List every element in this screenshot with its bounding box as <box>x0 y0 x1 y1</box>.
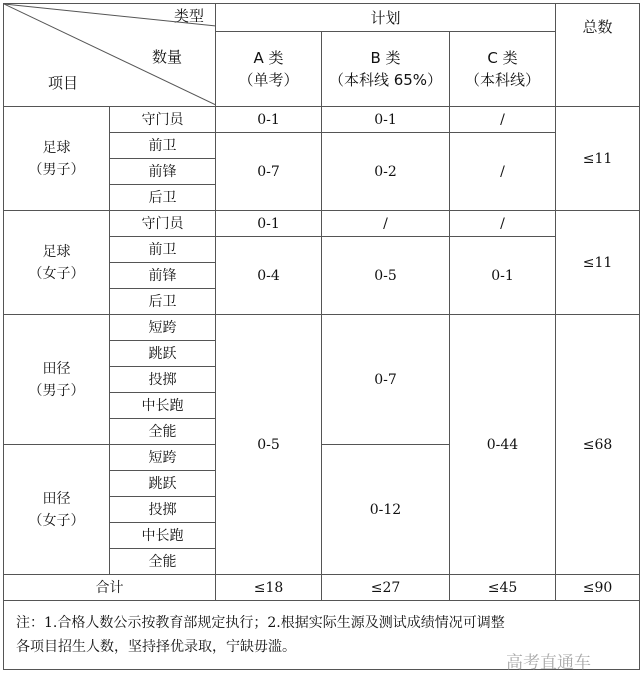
event-cell: 中长跑 <box>110 393 216 419</box>
event-cell: 短跨 <box>110 315 216 341</box>
category-c-title: C 类 <box>487 49 518 67</box>
event-cell: 短跨 <box>110 445 216 471</box>
football-women-row-1 <box>4 211 640 237</box>
category-b-title: B 类 <box>370 49 401 67</box>
position-cell: 前锋 <box>110 159 216 185</box>
football-men-a-field: 0-7 <box>216 133 322 211</box>
track-men-name: 田径 <box>42 360 71 377</box>
football-women-c-gk: / <box>450 211 556 237</box>
event-cell: 全能 <box>110 419 216 445</box>
position-cell: 前卫 <box>110 133 216 159</box>
totals-b: ≤27 <box>322 575 450 601</box>
football-men-a-gk: 0-1 <box>216 107 322 133</box>
football-men-b-field: 0-2 <box>322 133 450 211</box>
position-cell: 前锋 <box>110 263 216 289</box>
event-cell: 跳跃 <box>110 471 216 497</box>
event-cell: 中长跑 <box>110 523 216 549</box>
football-women-a-gk: 0-1 <box>216 211 322 237</box>
total-header: 总数 <box>556 4 640 107</box>
item-label: 项目 <box>48 74 79 92</box>
track-men-b: 0-7 <box>322 315 450 445</box>
category-c-header <box>450 32 556 107</box>
note-line-2: 各项目招生人数，坚持择优录取，宁缺毋滥。 <box>16 639 296 655</box>
totals-label: 合计 <box>4 575 216 601</box>
event-cell: 投掷 <box>110 367 216 393</box>
football-men-b-gk: 0-1 <box>322 107 450 133</box>
football-women-total: ≤11 <box>556 211 640 315</box>
track-a-shared: 0-5 <box>216 315 322 575</box>
position-cell: 守门员 <box>110 211 216 237</box>
event-cell: 投掷 <box>110 497 216 523</box>
track-women-b: 0-12 <box>322 445 450 575</box>
football-women-b-gk: / <box>322 211 450 237</box>
football-women-c-field: 0-1 <box>450 237 556 315</box>
track-women-label <box>4 445 110 575</box>
position-cell: 守门员 <box>110 107 216 133</box>
category-a-title: A 类 <box>253 49 284 67</box>
type-label: 类型 <box>174 7 205 25</box>
event-cell: 跳跃 <box>110 341 216 367</box>
position-cell: 后卫 <box>110 289 216 315</box>
totals-all: ≤90 <box>556 575 640 601</box>
corner-header-cell <box>4 4 216 107</box>
watermark: 高考直通车 <box>506 653 591 673</box>
track-total: ≤68 <box>556 315 640 575</box>
totals-c: ≤45 <box>450 575 556 601</box>
plan-header: 计划 <box>216 4 556 32</box>
position-cell: 前卫 <box>110 237 216 263</box>
track-women-gender: （女子） <box>28 512 85 529</box>
admission-plan-table-container <box>3 3 640 670</box>
football-men-c-gk: / <box>450 107 556 133</box>
track-women-name: 田径 <box>42 490 71 507</box>
track-men-gender: （男子） <box>28 382 85 399</box>
football-men-gender: （男子） <box>28 161 85 178</box>
track-men-label <box>4 315 110 445</box>
football-women-a-field: 0-4 <box>216 237 322 315</box>
category-b-header <box>322 32 450 107</box>
football-men-label <box>4 107 110 211</box>
football-women-name: 足球 <box>42 243 71 260</box>
totals-a: ≤18 <box>216 575 322 601</box>
track-men-row-1 <box>4 315 640 341</box>
football-men-total: ≤11 <box>556 107 640 211</box>
track-c-shared: 0-44 <box>450 315 556 575</box>
note-line-1: 注：1.合格人数公示按教育部规定执行；2.根据实际生源及测试成绩情况可调整 <box>16 615 505 631</box>
totals-row <box>4 575 640 601</box>
category-a-subtitle: （单考） <box>238 71 299 89</box>
football-women-gender: （女子） <box>28 265 85 282</box>
football-men-name: 足球 <box>42 139 71 156</box>
quantity-label: 数量 <box>152 48 183 66</box>
category-a-header <box>216 32 322 107</box>
football-men-row-1 <box>4 107 640 133</box>
admission-plan-table <box>3 3 640 670</box>
category-c-subtitle: （本科线） <box>464 71 540 89</box>
football-men-c-field: / <box>450 133 556 211</box>
football-women-b-field: 0-5 <box>322 237 450 315</box>
football-women-label <box>4 211 110 315</box>
event-cell: 全能 <box>110 549 216 575</box>
header-row-1 <box>4 4 640 32</box>
position-cell: 后卫 <box>110 185 216 211</box>
category-b-subtitle: （本科线 65%） <box>328 71 443 89</box>
